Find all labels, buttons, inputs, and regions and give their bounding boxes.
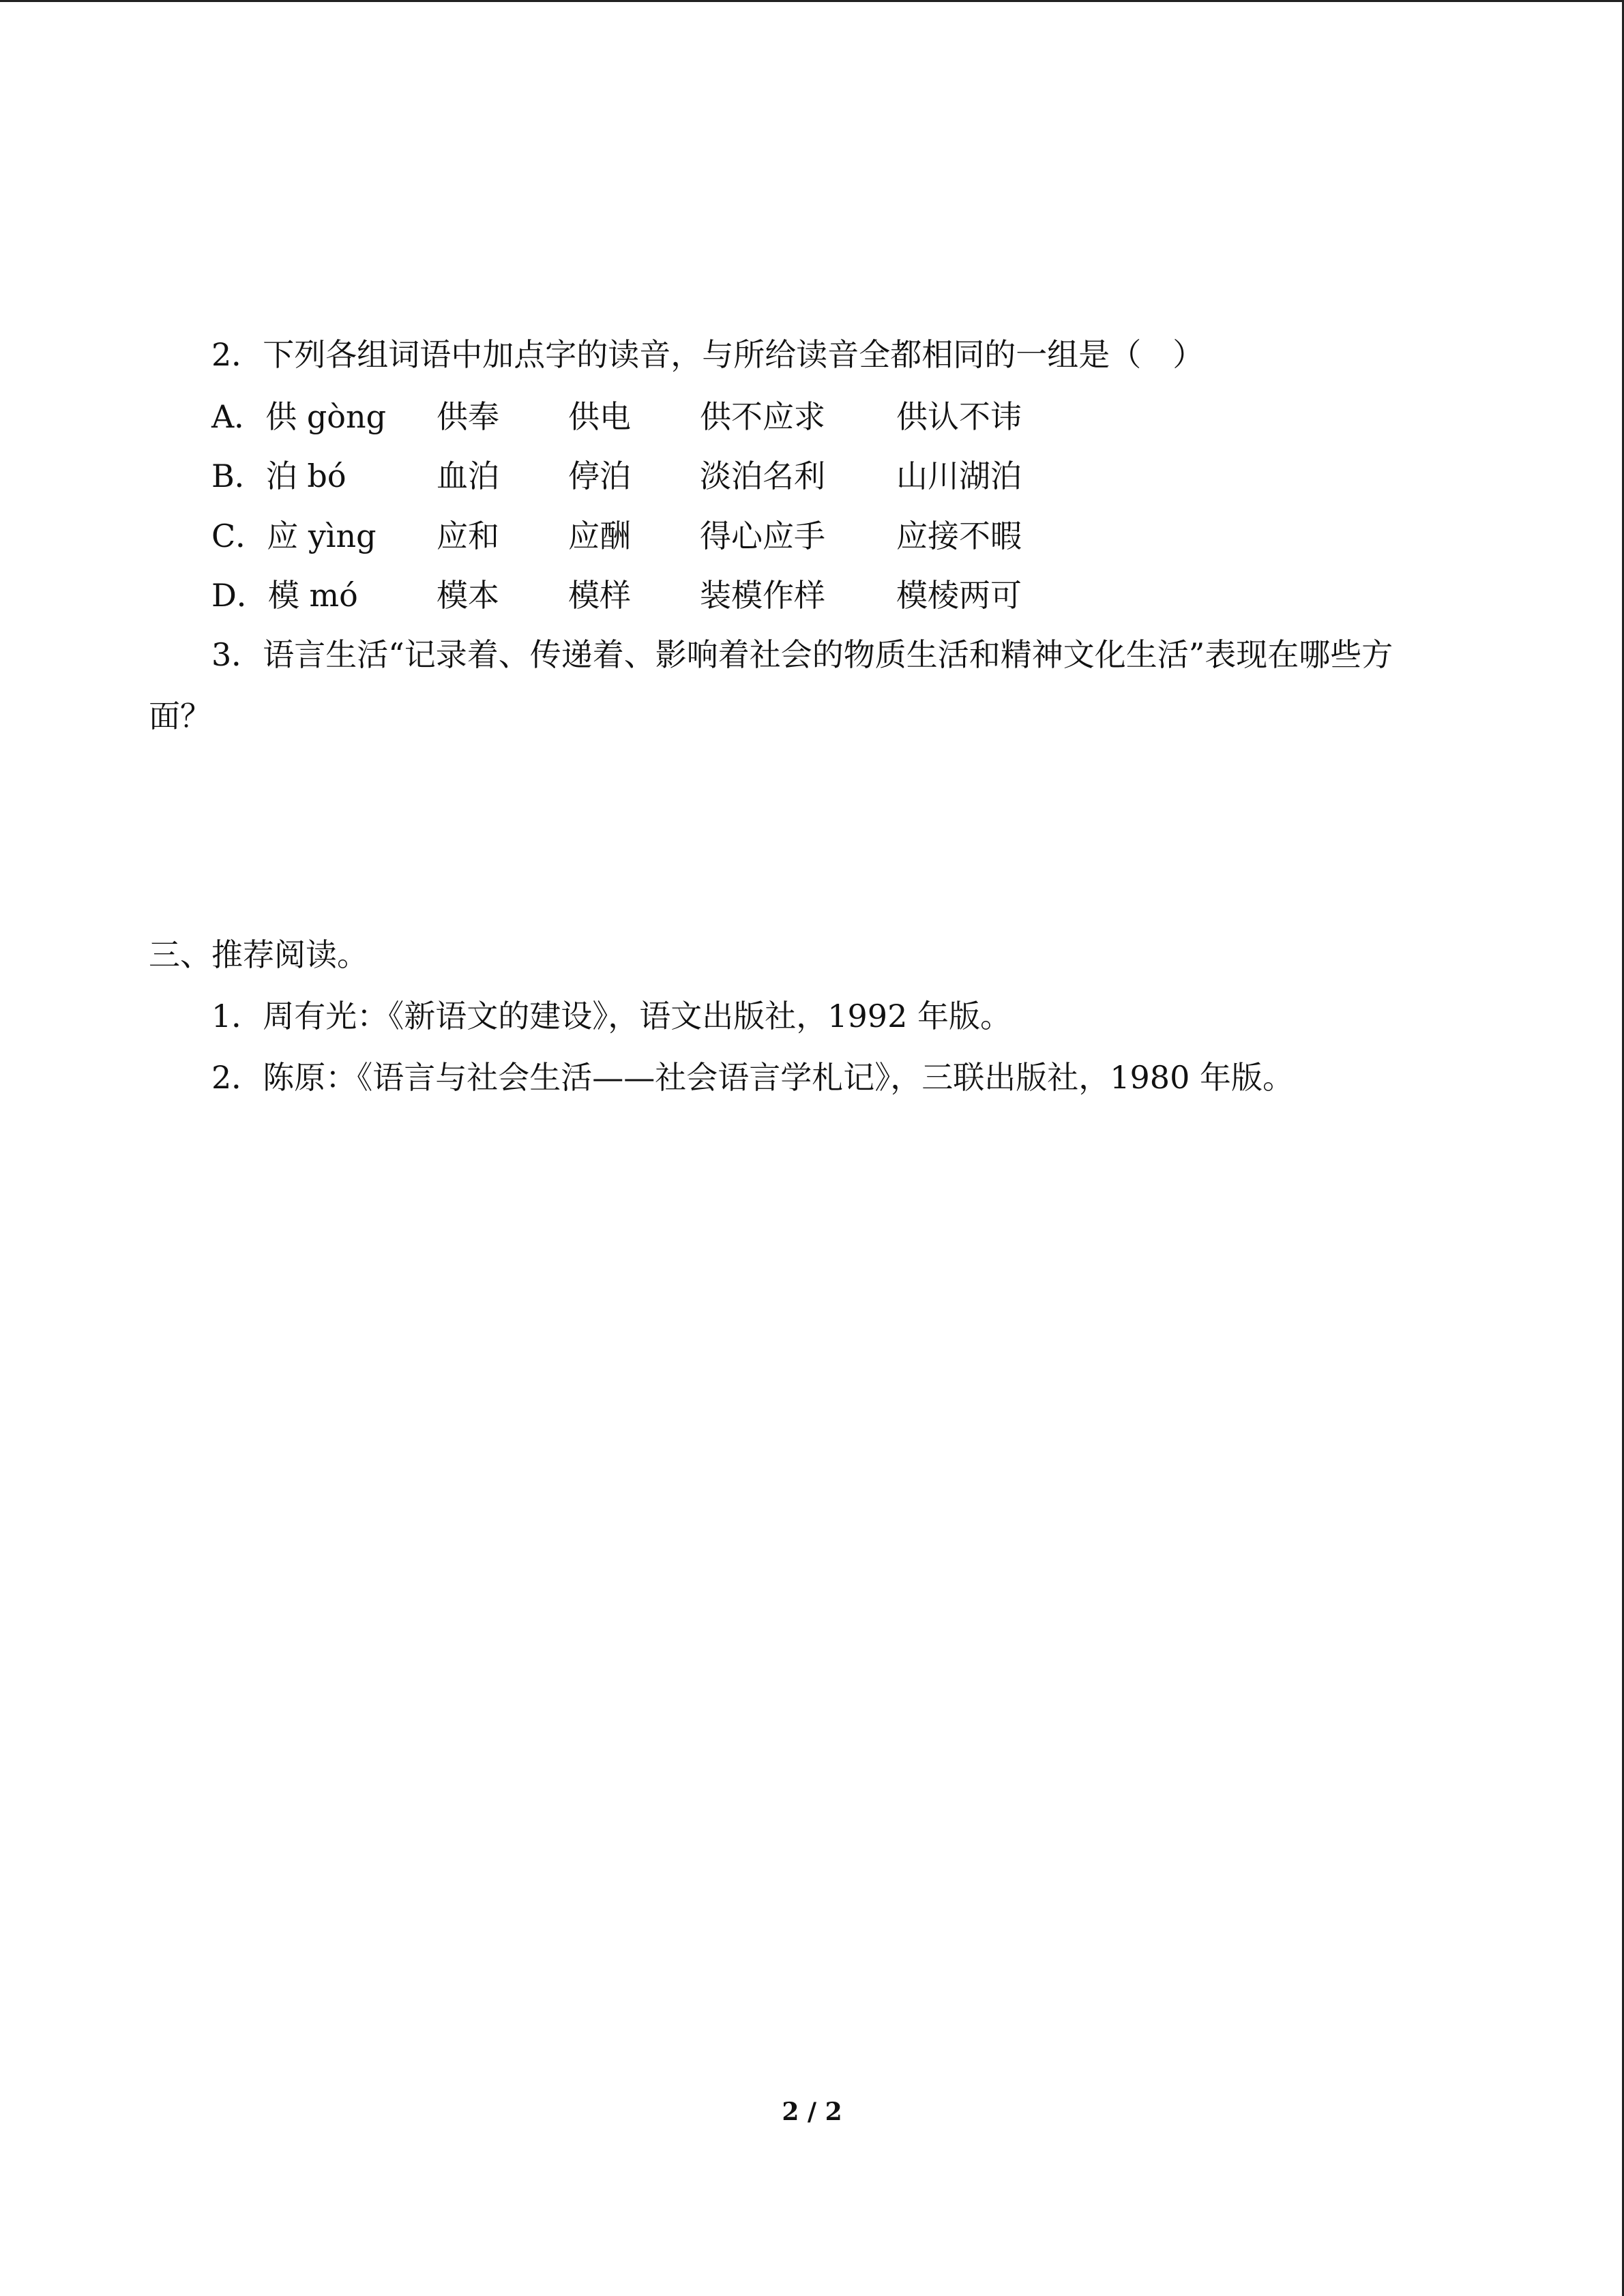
option-c-word-3: 得心应手 xyxy=(700,518,825,554)
question-2-option-b xyxy=(211,456,1022,496)
option-c-label: C．应 yìng xyxy=(211,518,377,554)
option-b-word-2: 停泊 xyxy=(568,458,631,494)
option-d-word-1: 模本 xyxy=(437,577,499,614)
question-3-line-2: 面？ xyxy=(149,698,211,734)
option-b-label: B．泊 bó xyxy=(211,458,346,494)
question-3-line-1: 3．语言生活“记录着、传递着、影响着社会的物质生活和精神文化生活”表现在哪些方 xyxy=(211,636,1393,673)
reading-item-2: 2．陈原：《语言与社会生活——社会语言学札记》，三联出版社，1980 年版。 xyxy=(211,1059,1294,1096)
question-2-stem: 2．下列各组词语中加点字的读音，与所给读音全都相同的一组是（ ） xyxy=(211,336,1205,373)
option-d-word-2: 模样 xyxy=(568,577,631,614)
page-border-top xyxy=(0,0,1624,2)
option-a-word-3: 供不应求 xyxy=(700,398,825,435)
section-3-heading: 三、推荐阅读。 xyxy=(149,936,368,973)
option-a-label: A．供 gòng xyxy=(211,398,387,435)
option-a-word-2: 供电 xyxy=(568,398,631,435)
question-2-option-d xyxy=(211,575,1022,616)
option-c-word-1: 应和 xyxy=(437,518,499,554)
option-c-word-4: 应接不暇 xyxy=(896,518,1022,554)
option-d-word-4: 模棱两可 xyxy=(896,577,1022,614)
option-d-label: D．模 mó xyxy=(211,577,358,614)
option-a-word-4: 供认不讳 xyxy=(896,398,1022,435)
option-b-word-3: 淡泊名利 xyxy=(700,458,825,494)
option-a-word-1: 供奉 xyxy=(437,398,499,435)
option-b-word-1: 血泊 xyxy=(437,458,499,494)
option-c-word-2: 应酬 xyxy=(568,518,631,554)
option-d-word-3: 装模作样 xyxy=(700,577,825,614)
question-2-option-c xyxy=(211,516,1022,556)
option-b-word-4: 山川湖泊 xyxy=(896,458,1022,494)
page-number: 2 / 2 xyxy=(782,2098,842,2126)
question-2-option-a xyxy=(211,396,1022,437)
reading-item-1: 1．周有光：《新语文的建设》，语文出版社，1992 年版。 xyxy=(211,998,1012,1034)
